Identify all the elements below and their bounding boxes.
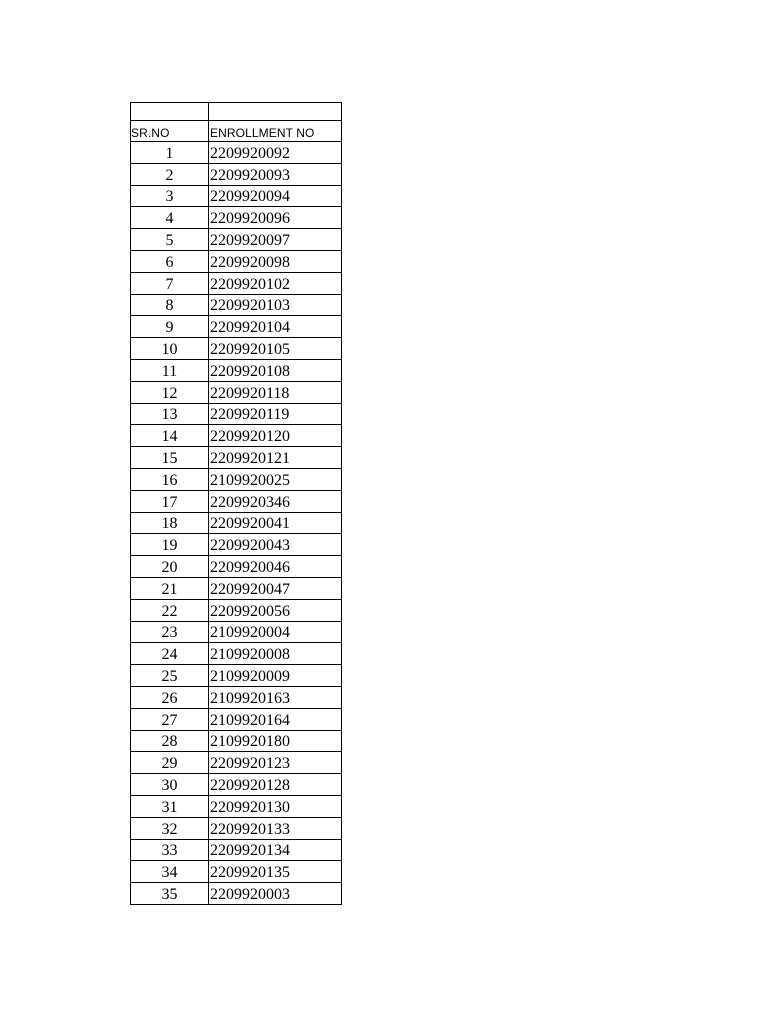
enrollment-no-cell: 2109920009 (209, 665, 342, 687)
sr-no-cell: 3 (131, 185, 209, 207)
table-row (131, 556, 342, 578)
enrollment-no-cell: 2209920056 (209, 599, 342, 621)
enrollment-no-cell: 2209920047 (209, 577, 342, 599)
table-row (131, 708, 342, 730)
sr-no-header: SR.NO (131, 121, 209, 142)
sr-no-cell: 31 (131, 795, 209, 817)
sr-no-cell: 33 (131, 839, 209, 861)
sr-no-cell: 21 (131, 577, 209, 599)
table-row (131, 730, 342, 752)
sr-no-cell: 16 (131, 468, 209, 490)
enrollment-no-cell: 2209920108 (209, 359, 342, 381)
sr-no-cell: 14 (131, 425, 209, 447)
table-row (131, 883, 342, 905)
sr-no-cell: 35 (131, 883, 209, 905)
enrollment-no-cell: 2209920105 (209, 338, 342, 360)
sr-no-cell: 9 (131, 316, 209, 338)
enrollment-no-cell: 2209920103 (209, 294, 342, 316)
enrollment-no-cell: 2109920025 (209, 468, 342, 490)
sr-no-cell: 8 (131, 294, 209, 316)
enrollment-no-cell: 2109920164 (209, 708, 342, 730)
sr-no-cell: 29 (131, 752, 209, 774)
sr-no-cell: 7 (131, 272, 209, 294)
enrollment-no-cell: 2209920093 (209, 163, 342, 185)
table-row (131, 817, 342, 839)
table-row (131, 752, 342, 774)
table-row (131, 599, 342, 621)
sr-no-cell: 11 (131, 359, 209, 381)
sr-no-cell: 23 (131, 621, 209, 643)
sr-no-cell: 17 (131, 490, 209, 512)
enrollment-no-cell: 2209920102 (209, 272, 342, 294)
table-row (131, 468, 342, 490)
sr-no-cell: 24 (131, 643, 209, 665)
sr-no-cell: 13 (131, 403, 209, 425)
blank-cell (209, 103, 342, 121)
enrollment-no-cell: 2109920163 (209, 686, 342, 708)
enrollment-no-cell: 2209920041 (209, 512, 342, 534)
enrollment-no-cell: 2209920119 (209, 403, 342, 425)
sr-no-cell: 12 (131, 381, 209, 403)
table-row (131, 142, 342, 164)
table-row (131, 534, 342, 556)
table-row (131, 577, 342, 599)
enrollment-no-cell: 2209920104 (209, 316, 342, 338)
sr-no-cell: 2 (131, 163, 209, 185)
table-row (131, 316, 342, 338)
table-row (131, 425, 342, 447)
sr-no-cell: 4 (131, 207, 209, 229)
table-row (131, 512, 342, 534)
enrollment-no-cell: 2209920130 (209, 795, 342, 817)
sr-no-cell: 18 (131, 512, 209, 534)
table-row (131, 163, 342, 185)
table-row (131, 490, 342, 512)
sr-no-cell: 6 (131, 250, 209, 272)
sr-no-cell: 34 (131, 861, 209, 883)
table-row (131, 643, 342, 665)
table-row (131, 861, 342, 883)
enrollment-no-cell: 2209920003 (209, 883, 342, 905)
enrollment-no-cell: 2109920180 (209, 730, 342, 752)
table-row (131, 381, 342, 403)
enrollment-no-cell: 2209920098 (209, 250, 342, 272)
table-row (131, 207, 342, 229)
enrollment-no-cell: 2109920008 (209, 643, 342, 665)
enrollment-no-cell: 2209920092 (209, 142, 342, 164)
sr-no-cell: 15 (131, 447, 209, 469)
sr-no-cell: 10 (131, 338, 209, 360)
enrollment-no-cell: 2209920128 (209, 774, 342, 796)
enrollment-no-cell: 2209920118 (209, 381, 342, 403)
table-row (131, 621, 342, 643)
sr-no-cell: 27 (131, 708, 209, 730)
sr-no-cell: 1 (131, 142, 209, 164)
sr-no-cell: 22 (131, 599, 209, 621)
table-row (131, 294, 342, 316)
enrollment-no-cell: 2209920123 (209, 752, 342, 774)
enrollment-no-cell: 2209920346 (209, 490, 342, 512)
table-row (131, 447, 342, 469)
table-row (131, 403, 342, 425)
table-row (131, 229, 342, 251)
sr-no-cell: 20 (131, 556, 209, 578)
table-row (131, 185, 342, 207)
table-row (131, 774, 342, 796)
table-row (131, 250, 342, 272)
sr-no-cell: 19 (131, 534, 209, 556)
table-row (131, 839, 342, 861)
enrollment-no-cell: 2109920004 (209, 621, 342, 643)
table-row (131, 686, 342, 708)
enrollment-no-cell: 2209920120 (209, 425, 342, 447)
enrollment-no-cell: 2209920046 (209, 556, 342, 578)
enrollment-no-cell: 2209920133 (209, 817, 342, 839)
sr-no-cell: 30 (131, 774, 209, 796)
sr-no-cell: 25 (131, 665, 209, 687)
table-row (131, 338, 342, 360)
enrollment-no-cell: 2209920096 (209, 207, 342, 229)
enrollment-no-cell: 2209920135 (209, 861, 342, 883)
enrollment-no-cell: 2209920097 (209, 229, 342, 251)
blank-row (131, 103, 342, 121)
table-row (131, 665, 342, 687)
blank-cell (131, 103, 209, 121)
table-body (131, 103, 342, 905)
enrollment-no-cell: 2209920094 (209, 185, 342, 207)
sr-no-cell: 32 (131, 817, 209, 839)
enrollment-no-cell: 2209920121 (209, 447, 342, 469)
table-row (131, 272, 342, 294)
header-row (131, 121, 342, 142)
sr-no-cell: 28 (131, 730, 209, 752)
table-row (131, 795, 342, 817)
table-row (131, 359, 342, 381)
enrollment-no-header: ENROLLMENT NO (209, 121, 342, 142)
sr-no-cell: 26 (131, 686, 209, 708)
enrollment-table (130, 102, 342, 905)
enrollment-no-cell: 2209920134 (209, 839, 342, 861)
sr-no-cell: 5 (131, 229, 209, 251)
enrollment-no-cell: 2209920043 (209, 534, 342, 556)
